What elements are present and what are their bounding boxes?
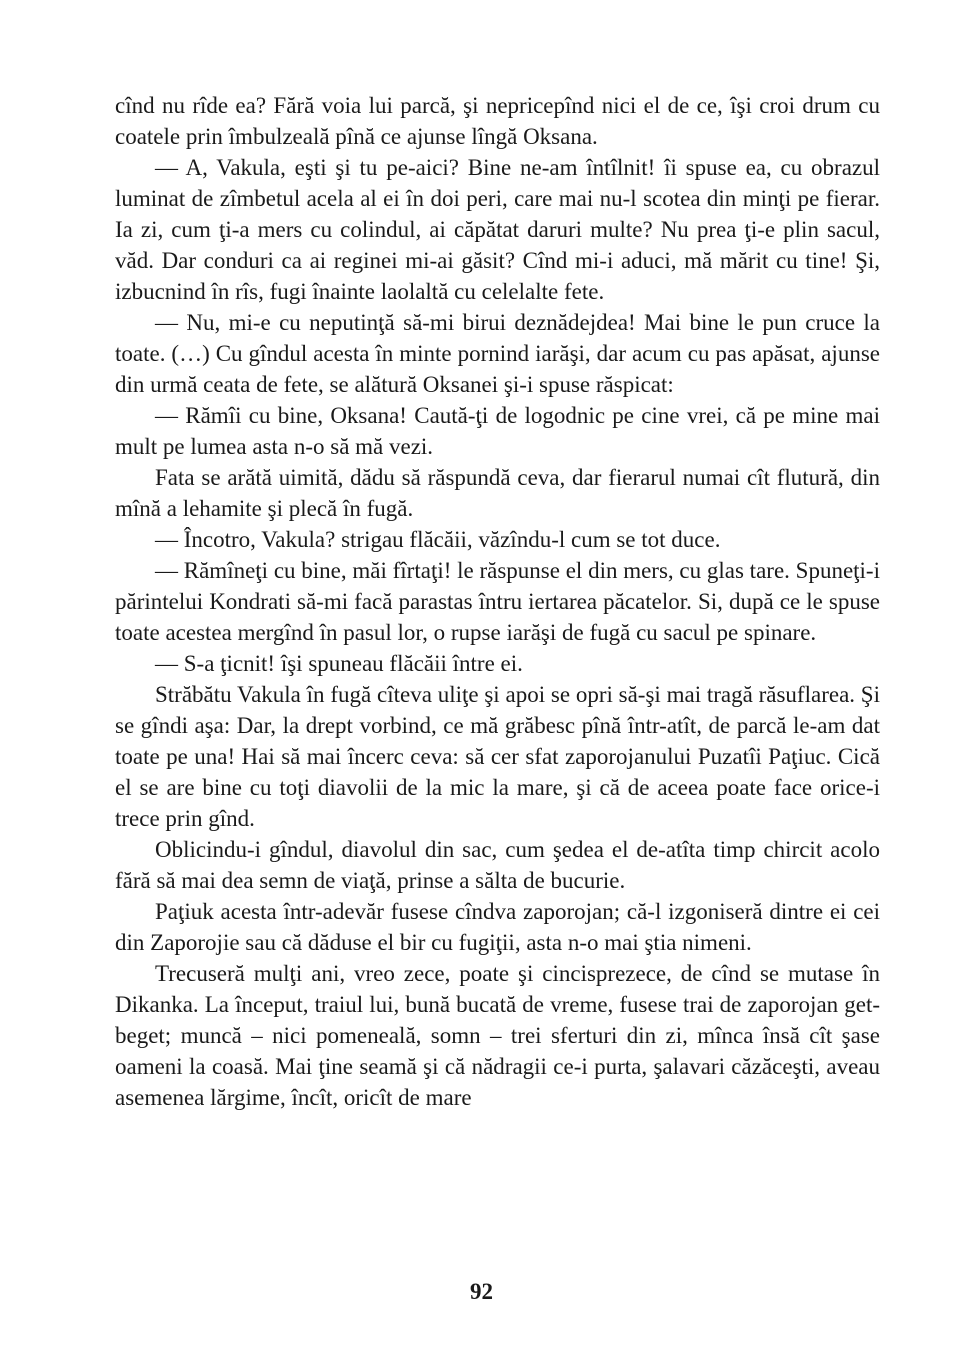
page-number: 92 — [470, 1279, 493, 1304]
paragraph: Fata se arătă uimită, dădu să răspundă ceva, dar fierarul numai cît flutură, din mînă a lehamite şi plecă în fugă. — [115, 465, 880, 521]
paragraph: — Rămîi cu bine, Oksana! Caută-ţi de logodnic pe cine vrei, că pe mine mai mult pe lumea asta n-o să mă vezi. — [115, 403, 880, 459]
paragraph: — A, Vakula, eşti şi tu pe-aici? Bine ne-am întîlnit! îi spuse ea, cu obrazul luminat de zîmbetul acela al ei în doi peri, care mai nu-l scotea din minţi pe fierar. Ia zi, cum ţi-a mers cu colindul, ai căpătat daruri multe? Nu prea ţi-e plin sacul, văd. Dar conduri ca ai reginei mi-ai găsit? Cînd mi-i aduci, mă mărit cu tine! Şi, izbucnind în rîs, fugi înainte laolaltă cu celelalte fete. — [115, 155, 880, 304]
paragraph: Oblicindu-i gîndul, diavolul din sac, cum şedea el de-atîta timp chircit acolo fără să mai dea semn de viaţă, prinse a sălta de bucurie. — [115, 837, 880, 893]
paragraph: — Încotro, Vakula? strigau flăcăii, văzîndu-l cum se tot duce. — [155, 527, 721, 552]
paragraph: — Rămîneţi cu bine, măi fîrtaţi! le răspunse el din mers, cu glas tare. Spuneţi-i părintelui Kondrati să-mi facă parastas întru iertarea păcatelor. Si, după ce le spuse toate acestea mergînd în pasul lor, o rupse iarăşi de fugă cu sacul pe spinare. — [115, 558, 880, 645]
paragraph: Paţiuk acesta într-adevăr fusese cîndva zaporojan; că-l izgoniseră dintre ei cei din Zaporojie sau că dăduse el bir cu fugiţii, asta n-o mai ştia nimeni. — [115, 899, 880, 955]
paragraph: Străbătu Vakula în fugă cîteva uliţe şi apoi se opri să-şi mai tragă răsuflarea. Şi se gîndi aşa: Dar, la drept vorbind, ce mă grăbesc pînă într-atît, de parcă le-am dat toate pe una! Hai să mai încerc ceva: să cer sfat zaporojanului Puzatîi Paţiuc. Cică el se are bine cu toţi diavolii de la mic la mare, şi că de aceea poate face orice-i trece prin gînd. — [115, 682, 880, 831]
paragraph: — Nu, mi-e cu neputinţă să-mi birui deznădejdea! Mai bine le pun cruce la toate. (…) Cu gîndul acesta în minte pornind iarăşi, dar acum cu pas apăsat, ajunse din urmă ceata de fete, se alătură Oksanei şi-i spuse răspicat: — [115, 310, 880, 397]
paragraph: Trecuseră mulţi ani, vreo zece, poate şi cincisprezece, de cînd se mutase în Dikanka. La început, traiul lui, bună bucată de vreme, fusese trai de zaporojan get-beget; muncă – nici pomeneală, somn – trei sferturi din zi, mînca însă cît şase oameni la coasă. Mai ţine seamă şi că nădragii ce-i purta, şalavari căzăceşti, aveau asemenea lărgime, încît, oricît de mare — [115, 961, 880, 1110]
paragraph-continuation: cînd nu rîde ea? Fără voia lui parcă, şi nepricepînd nici el de ce, îşi croi drum cu coatele prin îmbulzeală pînă ce ajunse lîngă Oksana. — [115, 93, 880, 149]
page-text-block — [115, 90, 880, 1113]
paragraph: — S-a ţicnit! îşi spuneau flăcăii între ei. — [155, 651, 523, 676]
